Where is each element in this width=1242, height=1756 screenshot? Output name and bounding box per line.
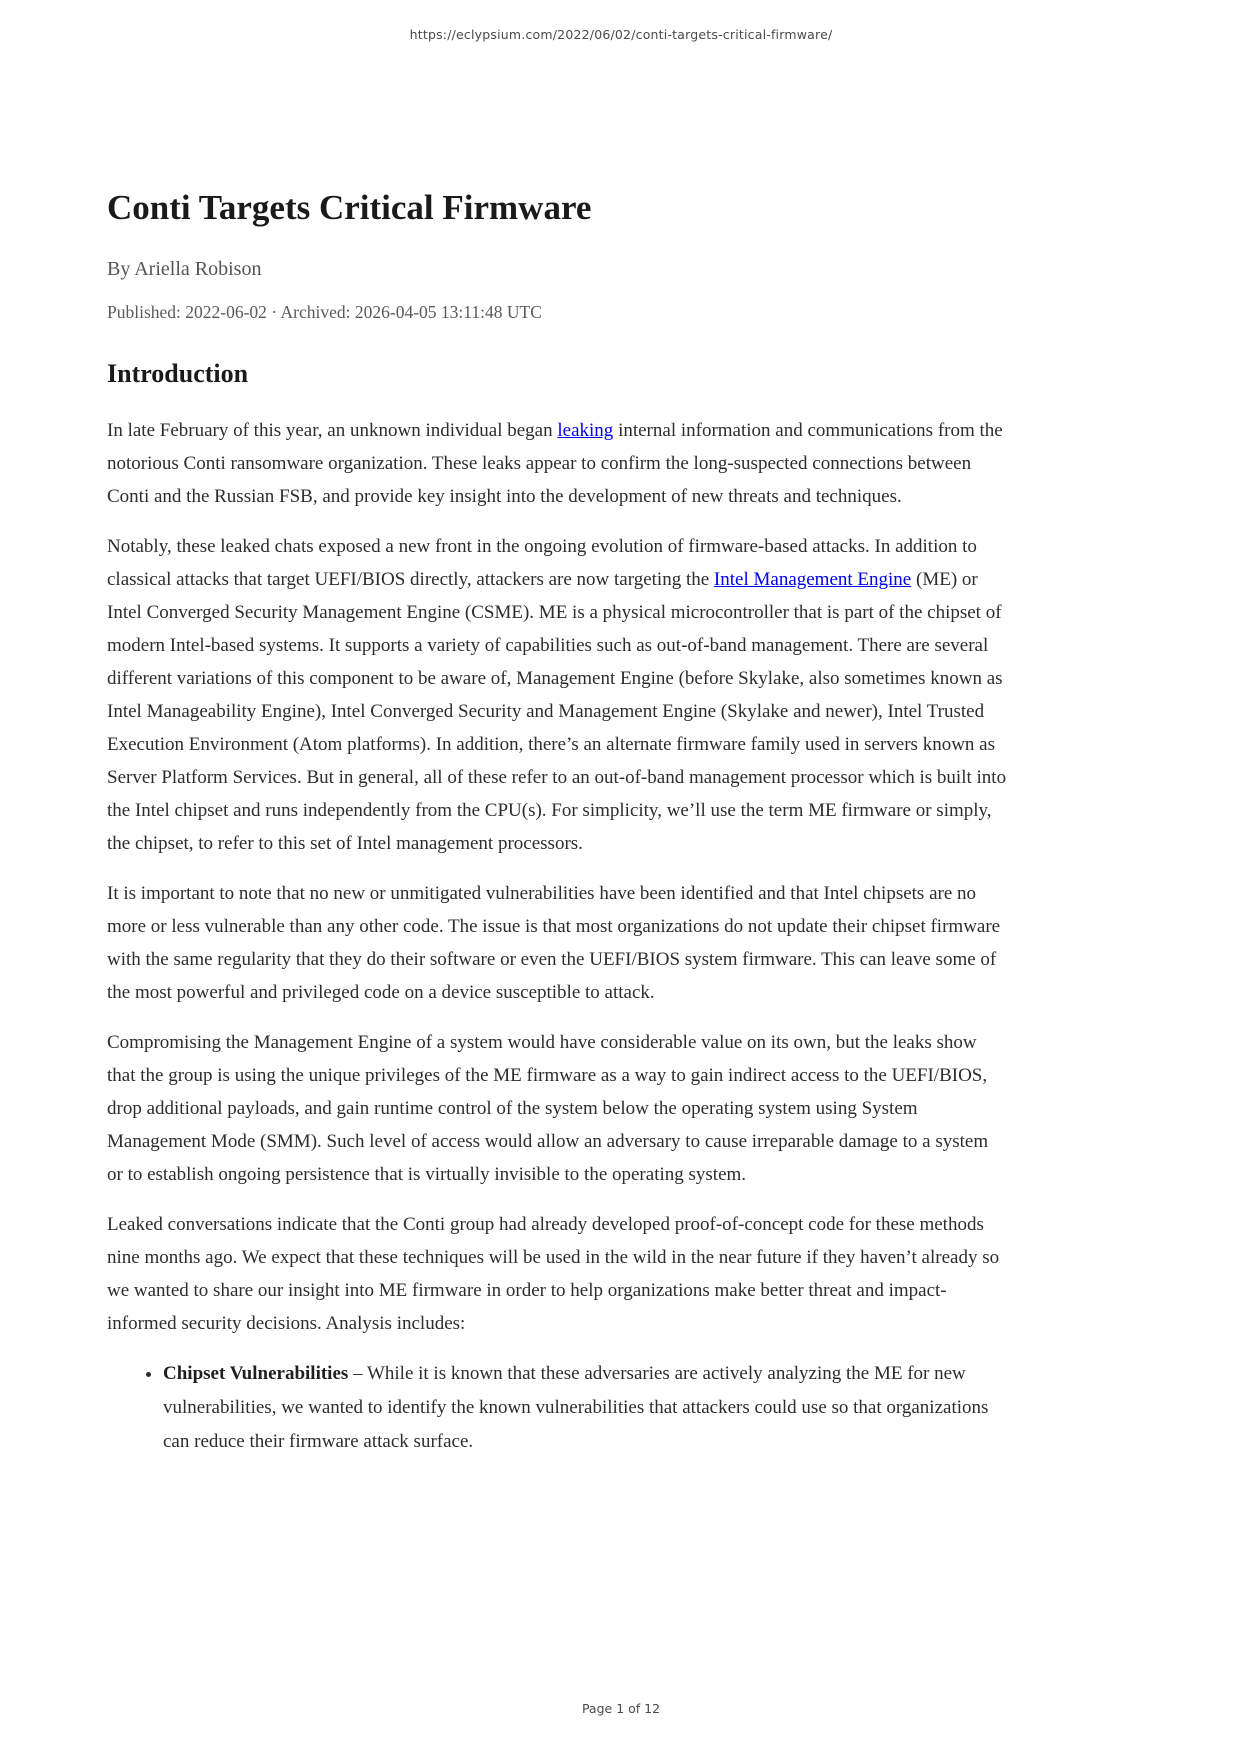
- paragraph: [107, 877, 1007, 1009]
- page-number: Page 1 of 12: [581, 1701, 661, 1716]
- article: [107, 0, 1007, 1459]
- text-run: It is important to note that no new or unmitigated vulnerabilities have been identified and that Intel chipsets are no more or less vulnerable than any other code. The issue is that most organizations do not update their chipset firmware with the same regularity that they do their software or even the UEFI/BIOS system firmware. This can leave some of the most powerful and privileged code on a device susceptible to attack.: [107, 883, 1001, 1004]
- list-item: [163, 1357, 1007, 1459]
- paragraph: [107, 1026, 1007, 1191]
- text-run: In late February of this year, an unknown individual began: [107, 420, 558, 442]
- article-meta: Published: 2022-06-02 · Archived: 2026-04-05 13:11:48 UTC: [107, 302, 542, 323]
- archive-url-header: https://eclypsium.com/2022/06/02/conti-targets-critical-firmware/: [409, 27, 833, 42]
- section-heading-introduction: Introduction: [107, 359, 249, 389]
- paragraph: [107, 1208, 1007, 1340]
- text-run: Leaked conversations indicate that the Conti group had already developed proof-of-concept code for these methods nine months ago. We expect that these techniques will be used in the wild in the near future if they haven’t already so we wanted to share our insight into ME firmware in order to help organizations make better threat and impact-informed security decisions. Analysis includes:: [107, 1214, 1000, 1335]
- analysis-list: [107, 1357, 1007, 1459]
- text-run: Compromising the Management Engine of a system would have considerable value on its own, but the leaks show that the group is using the unique privileges of the ME firmware as a way to gain indirect access to the UEFI/BIOS, drop additional payloads, and gain runtime control of the system below the operating system using System Management Mode (SMM). Such level of access would allow an adversary to cause irreparable damage to a system or to establish ongoing persistence that is virtually invisible to the operating system.: [107, 1032, 989, 1186]
- article-title: Conti Targets Critical Firmware: [107, 188, 592, 227]
- text-run: (ME) or Intel Converged Security Management Engine (CSME). ME is a physical microcontroller that is part of the chipset of modern Intel-based systems. It supports a variety of capabilities such as out-of-band management. There are several different variations of this component to be aware of, Management Engine (before Skylake, also sometimes known as Intel Manageability Engine), Intel Converged Security and Management Engine (Skylake and newer), Intel Trusted Execution Environment (Atom platforms). In addition, there’s an alternate firmware family used in servers known as Server Platform Services. But in general, all of these refer to an out-of-band management processor which is built into the Intel chipset and runs independently from the CPU(s). For simplicity, we’ll use the term ME firmware or simply, the chipset, to refer to this set of Intel management processors.: [107, 569, 1007, 855]
- text-run: – While it is known that these adversaries are actively analyzing the ME for new vulnerabilities, we wanted to identify the known vulnerabilities that attackers could use so that organizations can reduce their firmware attack surface.: [163, 1363, 989, 1453]
- paragraph: [107, 414, 1007, 513]
- text-run: Notably, these leaked chats exposed a new front in the ongoing evolution of firmware-based attacks. In addition to classical attacks that target UEFI/BIOS directly, attackers are now targeting the: [107, 536, 977, 591]
- paragraph: [107, 530, 1007, 860]
- bold-text: Chipset Vulnerabilities: [163, 1363, 349, 1385]
- article-body: [107, 414, 1007, 1459]
- text-run: internal information and communications from the notorious Conti ransomware organization. These leaks appear to confirm the long-suspected connections between Conti and the Russian FSB, and provide key insight into the development of new threats and techniques.: [107, 420, 1003, 508]
- inline-link[interactable]: Intel Management Engine: [713, 569, 912, 591]
- article-byline: By Ariella Robison: [107, 258, 262, 281]
- inline-link[interactable]: leaking: [557, 420, 614, 442]
